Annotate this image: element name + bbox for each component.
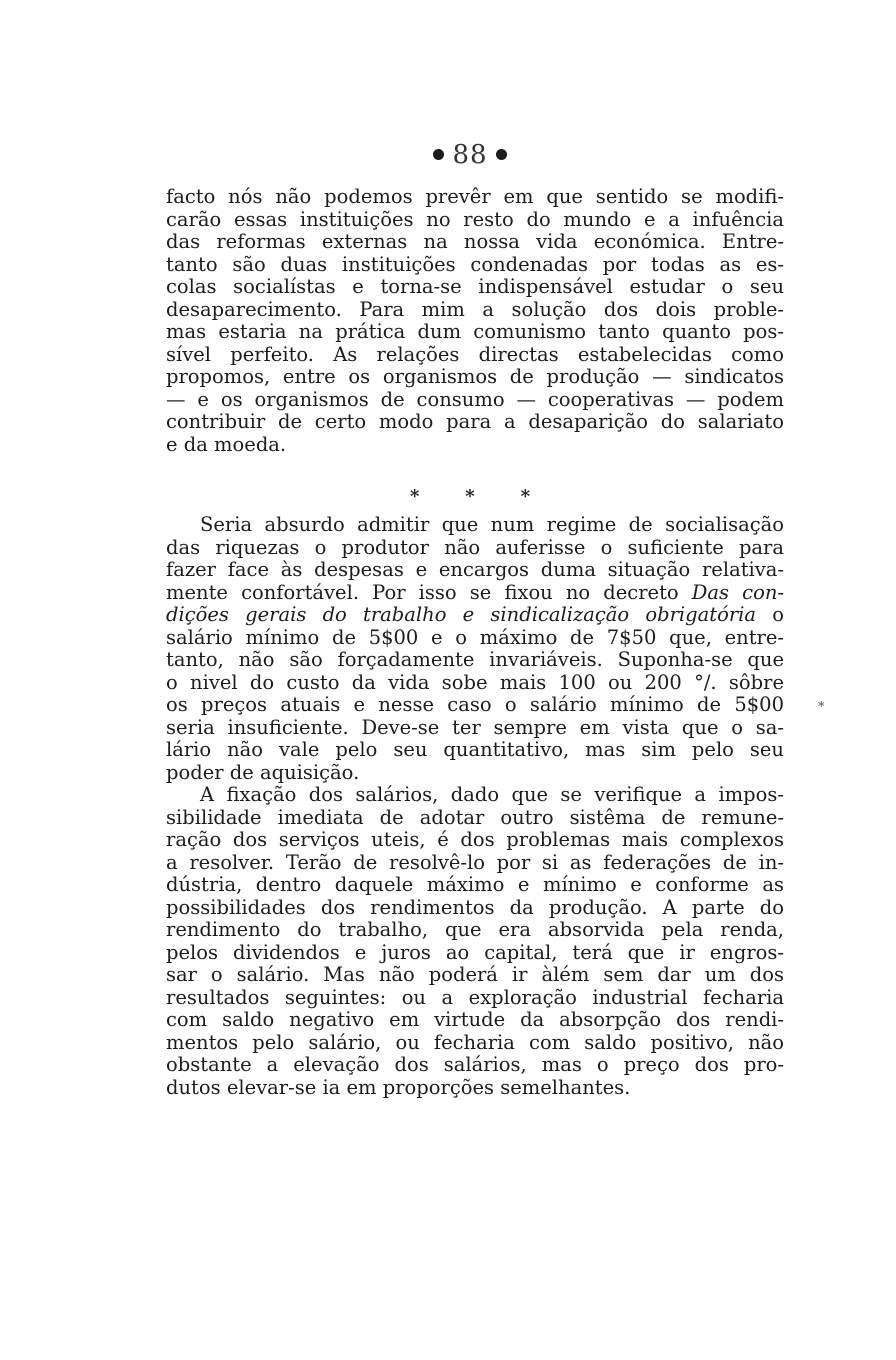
- page-number: 88: [452, 140, 488, 170]
- text-line: facto nós não podemos prevêr em que sentido se modifi-: [166, 185, 784, 208]
- paragraph-continuation: [166, 186, 784, 456]
- text-run: o: [756, 603, 784, 626]
- text-line: sível perfeito. As relações directas estabelecidas como: [166, 342, 784, 366]
- text-run: mente confortável. Por isso se fixou no decreto: [166, 580, 679, 604]
- asterisk-icon: *: [465, 486, 475, 507]
- text-line: obstante a elevação dos salários, mas o preço dos pro-: [166, 1053, 784, 1076]
- text-line: salário mínimo de 5$00 e o máximo de 7$50 que, entre-: [166, 625, 784, 649]
- text-line: fazer face às despesas e encargos duma situação relativa-: [166, 558, 784, 581]
- page-number-header: [0, 140, 896, 170]
- decree-title-italic: Das con-: [691, 580, 784, 604]
- text-line: com saldo negativo em virtude da absorpção dos rendi-: [166, 1008, 784, 1031]
- section-body: [166, 514, 784, 1099]
- text-line: — e os organismos de consumo — cooperativas — podem: [166, 387, 784, 411]
- text-line: pelos dividendos e juros ao capital, terá que ir engros-: [166, 940, 784, 964]
- text-line: [166, 582, 784, 605]
- text-line: carão essas instituições no resto do mundo e a infuência: [166, 207, 784, 231]
- bullet-dot-right-icon: [496, 149, 507, 160]
- text-line: mentos pelo salário, ou fecharia com saldo positivo, não: [166, 1030, 784, 1054]
- text-line: o nivel do custo da vida sobe mais 100 ou 200 °/. sôbre: [166, 670, 784, 694]
- text-line: sibilidade imediata de adotar outro sistêma de remune-: [166, 805, 784, 829]
- text-line: possibilidades dos rendimentos da produção. A parte do: [166, 895, 784, 919]
- text-line: colas socialístas e torna-se indispensável estudar o seu: [166, 275, 784, 298]
- text-line: das riquezas o produtor não auferisse o suficiente para: [166, 535, 784, 559]
- text-line: dutos elevar-se ia em proporções semelhantes.: [166, 1075, 631, 1099]
- text-line: mas estaria na prática dum comunismo tanto quanto pos-: [166, 320, 784, 343]
- text-line: resultados seguintes: ou a exploração industrial fecharia: [166, 985, 784, 1009]
- asterisk-icon: *: [410, 486, 420, 507]
- text-line: [166, 604, 784, 627]
- text-line: dústria, dentro daquele máximo e mínimo e conforme as: [166, 873, 784, 896]
- text-line: tanto são duas instituições condenadas por todas as es-: [166, 252, 784, 276]
- margin-mark: *: [818, 700, 825, 715]
- text-line: tanto, não são forçadamente invariáveis. Suponha-se que: [166, 648, 784, 671]
- text-line: A fixação dos salários, dado que se verifique a impos-: [200, 783, 784, 806]
- bullet-dot-left-icon: [433, 149, 444, 160]
- section-separator: [410, 486, 530, 507]
- text-line: ração dos serviços uteis, é dos problemas mais complexos: [166, 828, 784, 851]
- text-line: rendimento do trabalho, que era absorvida pela renda,: [166, 918, 784, 941]
- text-line: lário não vale pelo seu quantitativo, mas sim pelo seu: [166, 738, 784, 761]
- text-line: seria insuficiente. Deve-se ter sempre em vista que o sa-: [166, 715, 784, 739]
- text-line: poder de aquisição.: [166, 760, 360, 784]
- text-line: contribuir de certo modo para a desaparição do salariato: [166, 410, 784, 433]
- text-line: Seria absurdo admitir que num regime de socialisação: [200, 513, 784, 536]
- text-line: e da moeda.: [166, 432, 287, 456]
- text-line: os preços atuais e nesse caso o salário mínimo de 5$00: [166, 693, 784, 716]
- decree-title-italic: dições gerais do trabalho e sindicalização obrigatória: [166, 603, 757, 626]
- text-line: desaparecimento. Para mim a solução dos dois proble-: [166, 297, 784, 321]
- text-line: sar o salário. Mas não poderá ir àlém sem dar um dos: [166, 963, 784, 986]
- asterisk-icon: *: [520, 486, 530, 507]
- text-line: propomos, entre os organismos de produção — sindicatos: [166, 365, 784, 388]
- text-line: a resolver. Terão de resolvê-lo por si as federações de in-: [166, 850, 784, 874]
- text-line: das reformas externas na nossa vida económica. Entre-: [166, 230, 784, 253]
